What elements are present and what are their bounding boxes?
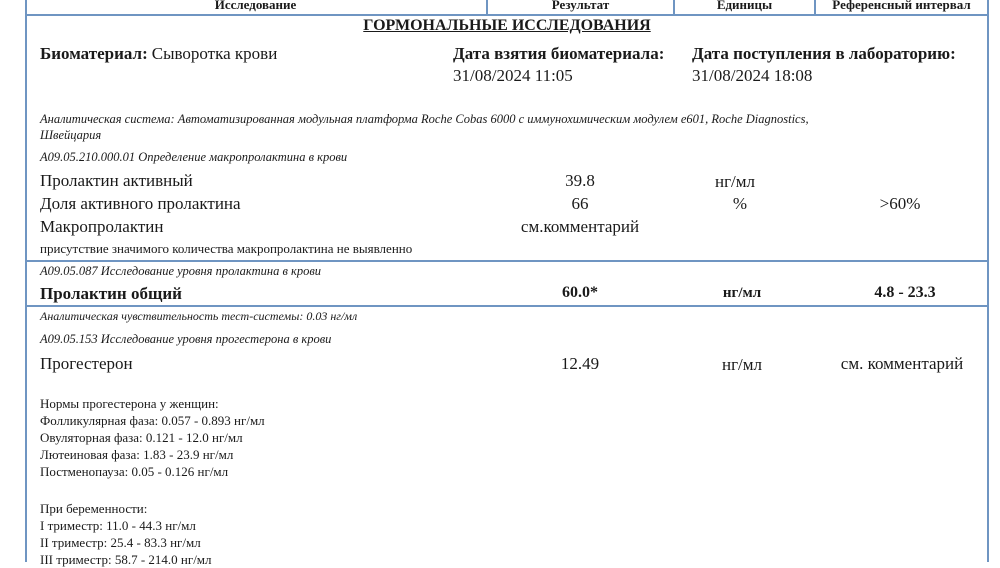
column-header-result: Результат	[551, 0, 610, 12]
pregnancy-line: III триместр: 58.7 - 214.0 нг/мл	[40, 552, 212, 567]
row-result-active-prolactin: 39.8	[565, 171, 595, 190]
row-name-active-prolactin-share: Доля активного пролактина	[40, 194, 241, 213]
row-unit-prolactin-total: нг/мл	[722, 285, 762, 301]
row-reference-progesterone: см. комментарий	[840, 354, 964, 373]
lab-date-value: 31/08/2024 18:08	[692, 66, 813, 85]
macroprolactin-comment: присутствие значимого количества макропролактина не выявленно	[40, 241, 413, 256]
test-code-prolactin: A09.05.087 Исследование уровня пролактина в крови	[40, 264, 322, 278]
pregnancy-line: I триместр: 11.0 - 44.3 нг/мл	[40, 518, 196, 533]
test-code-macroprolactin: A09.05.210.000.01 Определение макропролактина в крови	[40, 150, 348, 164]
biomaterial-label: Биоматериал:	[40, 44, 148, 63]
row-unit-progesterone: нг/мл	[721, 355, 763, 374]
analytic-system-line1: Аналитическая система: Автоматизированная модульная платформа Roche Cobas 6000 с иммунохимическим модулем e601, Roche Diagnostics,	[40, 112, 809, 126]
table-border-left	[25, 0, 27, 562]
collection-date-value: 31/08/2024 11:05	[453, 66, 573, 85]
lab-date-label: Дата поступления в лабораторию:	[692, 44, 956, 63]
norm-line: Постменопауза: 0.05 - 0.126 нг/мл	[40, 464, 229, 479]
sensitivity-note: Аналитическая чувствительность тест-системы: 0.03 нг/мл	[40, 309, 358, 323]
collection-date-label: Дата взятия биоматериала:	[453, 44, 665, 63]
header-bottom-line	[25, 14, 989, 16]
section-divider-1	[25, 260, 989, 262]
row-name-active-prolactin: Пролактин активный	[40, 171, 193, 190]
norm-line: Лютеиновая фаза: 1.83 - 23.9 нг/мл	[40, 447, 234, 462]
column-header-units: Единицы	[716, 0, 773, 12]
table-border-right	[987, 0, 989, 562]
analytic-system-line2: Швейцария	[40, 128, 102, 142]
row-reference-active-prolactin-share: >60%	[879, 194, 921, 213]
column-header-reference: Референсный интервал	[832, 0, 971, 12]
norm-line: Овуляторная фаза: 0.121 - 12.0 нг/мл	[40, 430, 243, 445]
norm-line: Фолликулярная фаза: 0.057 - 0.893 нг/мл	[40, 413, 265, 428]
row-name-progesterone: Прогестерон	[40, 354, 133, 373]
section-title: ГОРМОНАЛЬНЫЕ ИССЛЕДОВАНИЯ	[363, 17, 651, 34]
biomaterial-value: Сыворотка крови	[151, 44, 278, 63]
row-reference-prolactin-total: 4.8 - 23.3	[874, 284, 936, 301]
column-header-study: Исследование	[214, 0, 297, 12]
test-code-progesterone: A09.05.153 Исследование уровня прогестерона в крови	[40, 332, 332, 346]
row-name-prolactin-total: Пролактин общий	[40, 284, 182, 303]
norms-title: Нормы прогестерона у женщин:	[40, 396, 219, 411]
row-result-prolactin-total: 60.0*	[562, 284, 598, 301]
row-name-macroprolactin: Макропролактин	[40, 217, 164, 236]
row-result-active-prolactin-share: 66	[571, 194, 589, 213]
row-result-progesterone: 12.49	[560, 354, 600, 373]
row-unit-active-prolactin-share: %	[732, 194, 748, 213]
row-result-macroprolactin: см.комментарий	[520, 217, 640, 236]
biomaterial	[40, 44, 277, 64]
section-divider-2	[25, 305, 989, 307]
pregnancy-title: При беременности:	[40, 501, 148, 516]
pregnancy-line: II триместр: 25.4 - 83.3 нг/мл	[40, 535, 201, 550]
row-unit-active-prolactin: нг/мл	[714, 172, 756, 191]
